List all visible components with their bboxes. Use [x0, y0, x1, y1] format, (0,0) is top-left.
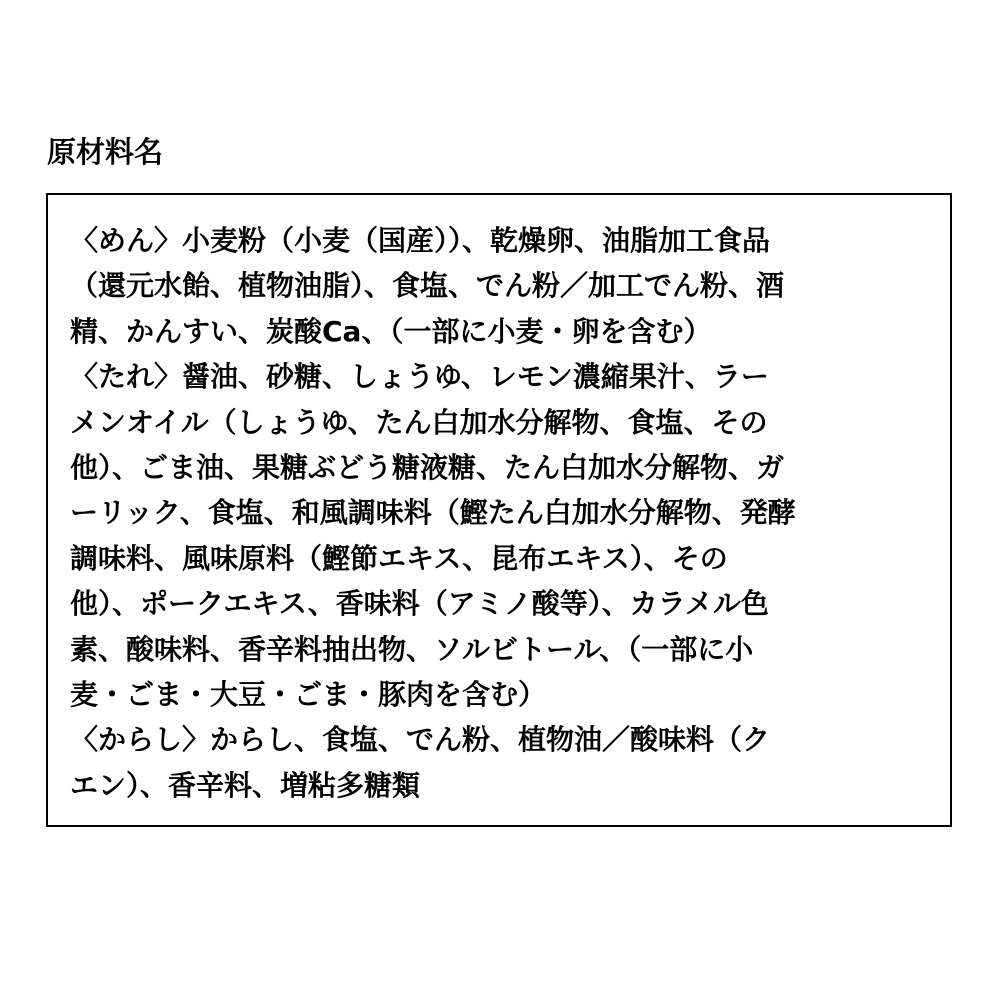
ingredients-line: 〈たれ〉醤油、砂糖、しょうゆ、レモン濃縮果汁、ラー	[70, 360, 769, 394]
ingredients-line: 調味料、風味原料（鰹節エキス、昆布エキス）、その	[70, 541, 728, 575]
ingredients-line: 他）、ポークエキス、香味料（アミノ酸等）、カラメル色	[70, 587, 769, 621]
ingredients-heading: 原材料名	[47, 135, 164, 169]
ingredients-line: エン）、香辛料、増粘多糖類	[70, 768, 421, 802]
ingredients-line: ーリック、食塩、和風調味料（鰹たん白加水分解物、発酵	[70, 496, 796, 530]
ingredients-line: 素、酸味料、香辛料抽出物、ソルビトール、（一部に小	[70, 632, 754, 666]
ingredients-line: 麦・ごま・大豆・ごま・豚肉を含む）	[70, 677, 547, 711]
ingredients-text	[70, 218, 932, 808]
ingredients-box	[46, 193, 952, 827]
ingredients-line: 〈めん〉小麦粉（小麦（国産））、乾燥卵、油脂加工食品	[70, 224, 771, 257]
ingredients-line: 精、かんすい、炭酸Ca、（一部に小麦・卵を含む）	[70, 314, 712, 348]
ingredients-line: メンオイル（しょうゆ、たん白加水分解物、食塩、その	[70, 405, 768, 439]
ingredients-line: 他）、ごま油、果糖ぶどう糖液糖、たん白加水分解物、ガ	[70, 450, 785, 484]
ingredients-line: 〈からし〉からし、食塩、でん粉、植物油／酸味料（ク	[70, 723, 771, 757]
ingredients-line: （還元水飴、植物油脂）、食塩、でん粉／加工でん粉、酒	[70, 269, 785, 303]
